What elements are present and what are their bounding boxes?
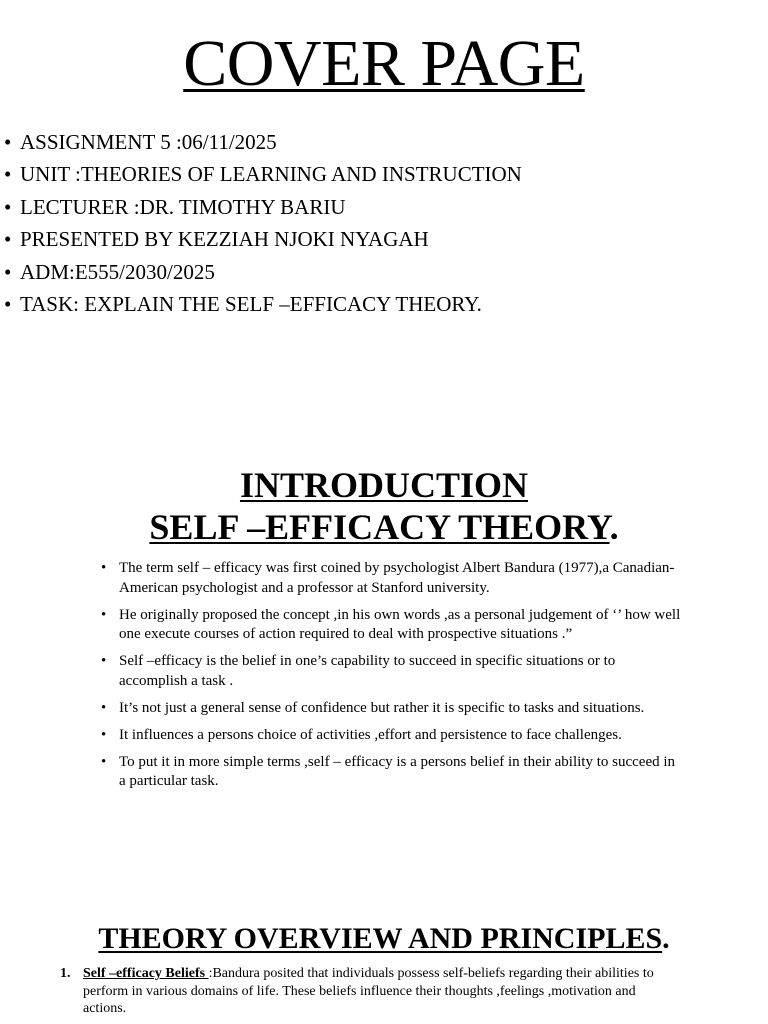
introduction-heading-line2: SELF –EFFICACY THEORY	[149, 507, 610, 547]
theory-heading	[0, 920, 768, 958]
bullet-icon: •	[101, 699, 107, 716]
bullet-icon: •	[101, 726, 107, 743]
bullet-icon: •	[4, 259, 12, 284]
cover-title-text: COVER PAGE	[183, 27, 585, 100]
list-item: • It influences a persons choice of activities ,effort and persistence to face challenges.	[101, 726, 681, 746]
cover-item-adm: • ADM:E555/2030/2025	[4, 256, 522, 288]
cover-item-presenter: • PRESENTED BY KEZZIAH NJOKI NYAGAH	[4, 223, 522, 255]
cover-item-lecturer: • LECTURER :DR. TIMOTHY BARIU	[4, 191, 522, 223]
bullet-icon: •	[101, 606, 107, 623]
introduction-heading-period: .	[609, 507, 619, 547]
bullet-icon: •	[4, 227, 12, 252]
cover-item-task: • TASK: EXPLAIN THE SELF –EFFICACY THEORY.	[4, 288, 522, 320]
list-item: • The term self – efficacy was first coined by psychologist Albert Bandura (1977),a Canadian-American psychologist and a professor at Stanford university.	[101, 560, 675, 596]
theory-heading-text: THEORY OVERVIEW AND PRINCIPLES	[98, 922, 663, 955]
theory-heading-period: .	[662, 922, 670, 955]
list-item: • It’s not just a general sense of confidence but rather it is specific to tasks and situations.	[101, 699, 681, 719]
item-number: 1.	[60, 966, 71, 981]
cover-title	[0, 26, 768, 102]
bullet-icon: •	[101, 560, 107, 576]
list-item	[60, 965, 680, 1018]
bullet-icon: •	[4, 130, 12, 154]
item-term: Self –efficacy Beliefs	[83, 966, 209, 981]
bullet-icon: •	[101, 653, 107, 669]
bullet-icon: •	[101, 753, 107, 770]
list-item: • To put it in more simple terms ,self – efficacy is a persons belief in their ability to succeed in a particular task.	[101, 753, 676, 789]
bullet-icon: •	[4, 162, 12, 187]
cover-item-assignment: • ASSIGNMENT 5 :06/11/2025	[4, 126, 522, 158]
theory-numbered-list	[60, 965, 680, 1018]
introduction-heading-line1: INTRODUCTION	[239, 465, 529, 505]
item-text: :Bandura posited that individuals possess self-beliefs regarding their abilities to perform in various domains of life. These beliefs influence their thoughts ,feelings ,motivation and actions.	[83, 966, 654, 1016]
introduction-bullet-list	[101, 559, 681, 799]
introduction-heading	[0, 464, 768, 548]
list-item: • Self –efficacy is the belief in one’s capability to succeed in specific situations or to accomplish a task .	[101, 653, 616, 689]
bullet-icon: •	[4, 292, 12, 317]
list-item: • He originally proposed the concept ,in his own words ,as a personal judgement of ‘’ how well one execute courses of action required to deal with prospective situations .”	[101, 606, 681, 642]
bullet-icon: •	[4, 194, 12, 219]
cover-item-unit: • UNIT :THEORIES OF LEARNING AND INSTRUCTION	[4, 158, 522, 190]
cover-details-list	[4, 126, 522, 320]
